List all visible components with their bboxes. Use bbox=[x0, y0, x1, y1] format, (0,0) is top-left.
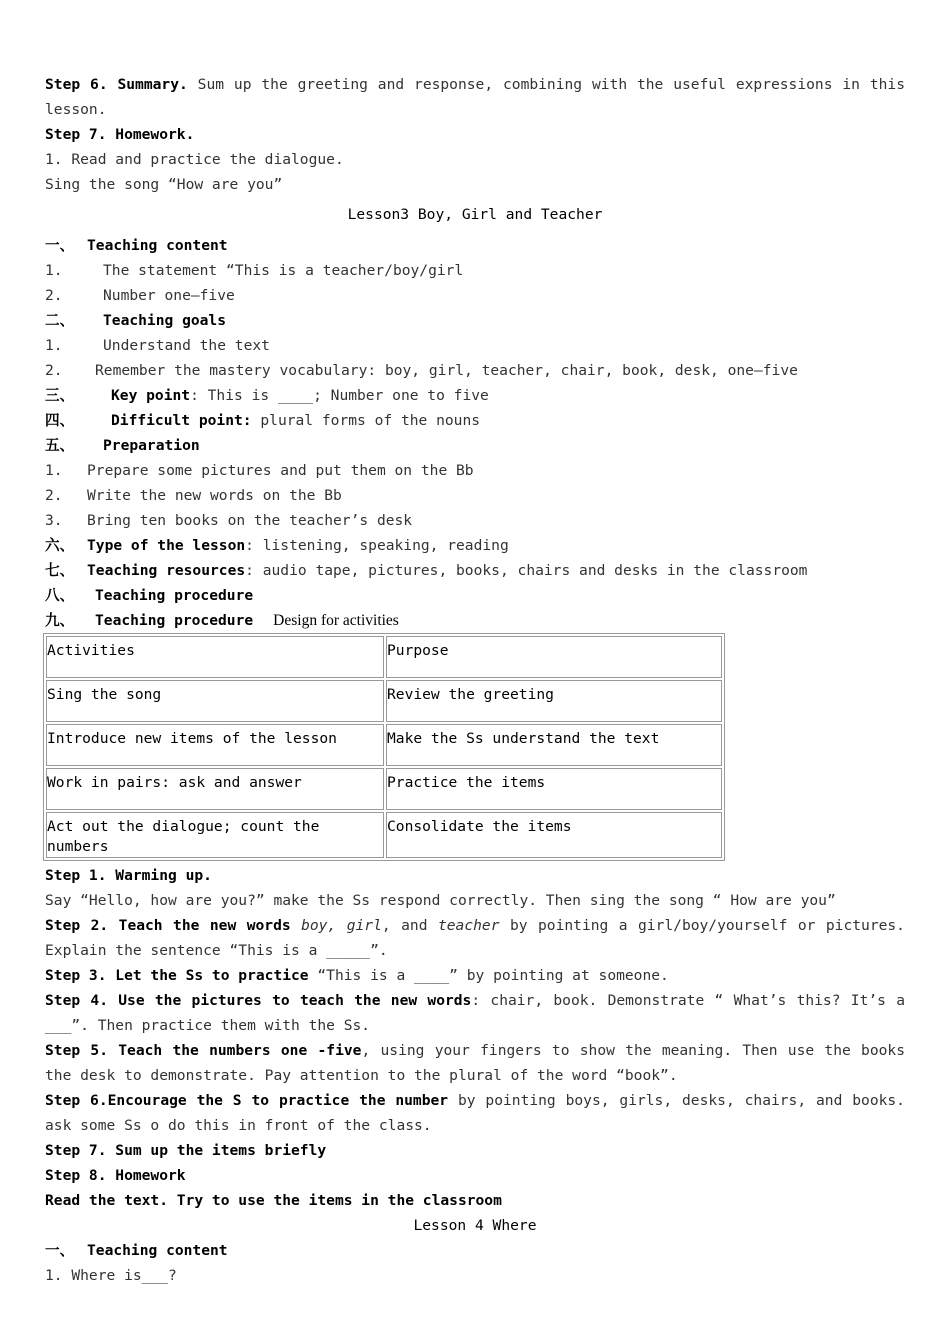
section-number: 四、 bbox=[45, 412, 75, 429]
table-row bbox=[46, 812, 722, 858]
step2: Step 2. Teach the new words boy, girl, and teacher by pointing a girl/boy/yourself or pictures. bbox=[45, 917, 905, 934]
step6-continued: lesson. bbox=[45, 101, 107, 118]
table-cell: Work in pairs: ask and answer bbox=[46, 768, 384, 810]
section-number: 五、 bbox=[45, 437, 75, 454]
section-label-procedure: Teaching procedure bbox=[95, 587, 254, 604]
section-label-procedure-2: Teaching procedure bbox=[95, 612, 254, 629]
table-header-activities: Activities bbox=[46, 636, 384, 678]
section-number: 二、 bbox=[45, 312, 75, 329]
step8-label: Step 8. Homework bbox=[45, 1167, 186, 1184]
step3: Step 3. Let the Ss to practice “This is a ____” by pointing at someone. bbox=[45, 967, 669, 984]
table-row bbox=[46, 768, 722, 810]
homework-item-2: Sing the song “How are you” bbox=[45, 176, 283, 193]
section-label-resources: Teaching resources bbox=[87, 562, 246, 579]
section-label-preparation: Preparation bbox=[103, 437, 200, 454]
design-for-activities: Design for activities bbox=[273, 612, 399, 629]
section-label-teaching-content: Teaching content bbox=[87, 1242, 228, 1259]
step4: Step 4. Use the pictures to teach the new words: chair, book. Demonstrate “ What’s this? It’s a bbox=[45, 992, 905, 1009]
section-number: 一、 bbox=[45, 1242, 75, 1259]
list-item: 1. The statement “This is a teacher/boy/girl bbox=[45, 262, 464, 279]
section-label-teaching-goals: Teaching goals bbox=[103, 312, 227, 329]
table-cell: Act out the dialogue; count the numbers bbox=[46, 812, 384, 858]
list-item: 2. Number one—five bbox=[45, 287, 235, 304]
list-item: 3. Bring ten books on the teacher’s desk bbox=[45, 512, 413, 529]
list-item: 1. Understand the text bbox=[45, 337, 270, 354]
step7-homework-label: Step 7. Homework. bbox=[45, 126, 195, 143]
step1-text: Say “Hello, how are you?” make the Ss respond correctly. Then sing the song “ How are you” bbox=[45, 892, 836, 909]
table-cell: Make the Ss understand the text bbox=[386, 724, 722, 766]
step5-continued: the desk to demonstrate. Pay attention to the plural of the word “book”. bbox=[45, 1067, 678, 1084]
step1-label: Step 1. Warming up. bbox=[45, 867, 212, 884]
list-item: 2. Write the new words on the Bb bbox=[45, 487, 342, 504]
section-label-teaching-content: Teaching content bbox=[87, 237, 228, 254]
section-number: 六、 bbox=[45, 537, 75, 554]
lesson4-title: Lesson 4 Where bbox=[413, 1217, 537, 1234]
table-row bbox=[46, 636, 722, 678]
table-cell: Practice the items bbox=[386, 768, 722, 810]
section-number: 三、 bbox=[45, 387, 75, 404]
section-label-difficult-point: Difficult point: bbox=[111, 412, 252, 429]
table-row bbox=[46, 680, 722, 722]
homework-item-1: 1. Read and practice the dialogue. bbox=[45, 151, 344, 168]
section-number: 九、 bbox=[45, 612, 75, 629]
list-item: 1. Prepare some pictures and put them on the Bb bbox=[45, 462, 474, 479]
section-number: 一、 bbox=[45, 237, 75, 254]
section-label-key-point: Key point bbox=[111, 387, 191, 404]
document-page: Step 6. Summary. Sum up the greeting and response, combining with the useful expressions in this lesson. Step 7. Homework. 1. Read and practice the dialogue. Sing the song “How are you” Lesson3 Boy, Girl and Teacher 一、 Teaching content 1. The statement “This is a teacher/boy/girl 2. Number one—five 二、 Teaching goals 1. Understand the text 2. Remember the mastery vocabulary: boy, girl, teacher, chair, book, desk, one—five 三、 Key point: This is ____; Number one to five 四、 Difficult point: plural forms of the nouns 五、 Preparation 1. Prepare some pictures and put them on the Bb 2. Write the new words on the Bb 3. Bring ten books on the teacher’s desk 六、 Type of the lesson: listening, speaking, reading 七、 Teaching resources: audio tape, pictures, books, chairs and desks in the classroom 八、 Teaching procedure 九、 Teaching procedure Design for activities Activities Purpose Sing the song Review the greeting Introduce new items of the lesson Make the Ss understand the text Work in pairs: ask and answer Practice the items Act out the dialogue; count the numbers Consolidate the items Step 1. Warming up. Say “Hello, how are you?” make the Ss respond correctly. Then sing the song “ How are you” Step 2. Teach the new words boy, girl, and teacher by pointing a girl/boy/yourself or pictures. Explain the sentence “This is a _____”. Step 3. Let the Ss to practice “This is a ____” by pointing at someone. Step 4. Use the pictures to teach the new words: chair, book. Demonstrate “ What’s this? It’s a ___”. Then practice them with the Ss. Step 5. Teach the numbers one -five, using your fingers to show the meaning. Then use the books the desk to demonstrate. Pay attention to the plural of the word “book”. Step 6.Encourage the S to practice the number by pointing boys, girls, desks, chairs, and books. ask some Ss o do this in front of the class. Step 7. Sum up the items briefly Step 8. Homework Read the text. Try to use the items in the classroom Lesson 4 Where 一、 Teaching content 1. Where is___? bbox=[45, 72, 905, 1288]
step6-summary bbox=[45, 72, 905, 97]
table-cell: Introduce new items of the lesson bbox=[46, 724, 384, 766]
table-row bbox=[46, 724, 722, 766]
lesson3-title: Lesson3 Boy, Girl and Teacher bbox=[347, 206, 603, 223]
step8-text: Read the text. Try to use the items in the classroom bbox=[45, 1192, 502, 1209]
step4-continued: ___”. Then practice them with the Ss. bbox=[45, 1017, 371, 1034]
step2-continued: Explain the sentence “This is a _____”. bbox=[45, 942, 388, 959]
table-cell: Sing the song bbox=[46, 680, 384, 722]
step5: Step 5. Teach the numbers one -five, using your fingers to show the meaning. Then use the books bbox=[45, 1042, 905, 1059]
lesson4-item-1: 1. Where is___? bbox=[45, 1267, 177, 1284]
table-cell: Consolidate the items bbox=[386, 812, 722, 858]
section-label-type: Type of the lesson bbox=[87, 537, 246, 554]
activities-table bbox=[43, 633, 725, 861]
step6: Step 6.Encourage the S to practice the number by pointing boys, girls, desks, chairs, and books. bbox=[45, 1092, 905, 1109]
table-cell: Review the greeting bbox=[386, 680, 722, 722]
list-item: 2. Remember the mastery vocabulary: boy, girl, teacher, chair, book, desk, one—five bbox=[45, 362, 798, 379]
step6-label: Step 6. Summary. bbox=[45, 76, 188, 93]
table-header-purpose: Purpose bbox=[386, 636, 722, 678]
step6-continued: ask some Ss o do this in front of the class. bbox=[45, 1117, 432, 1134]
section-number: 八、 bbox=[45, 587, 75, 604]
section-number: 七、 bbox=[45, 562, 75, 579]
step6-text: Sum up the greeting and response, combining with the useful expressions in this bbox=[187, 76, 905, 93]
step7-label: Step 7. Sum up the items briefly bbox=[45, 1142, 327, 1159]
